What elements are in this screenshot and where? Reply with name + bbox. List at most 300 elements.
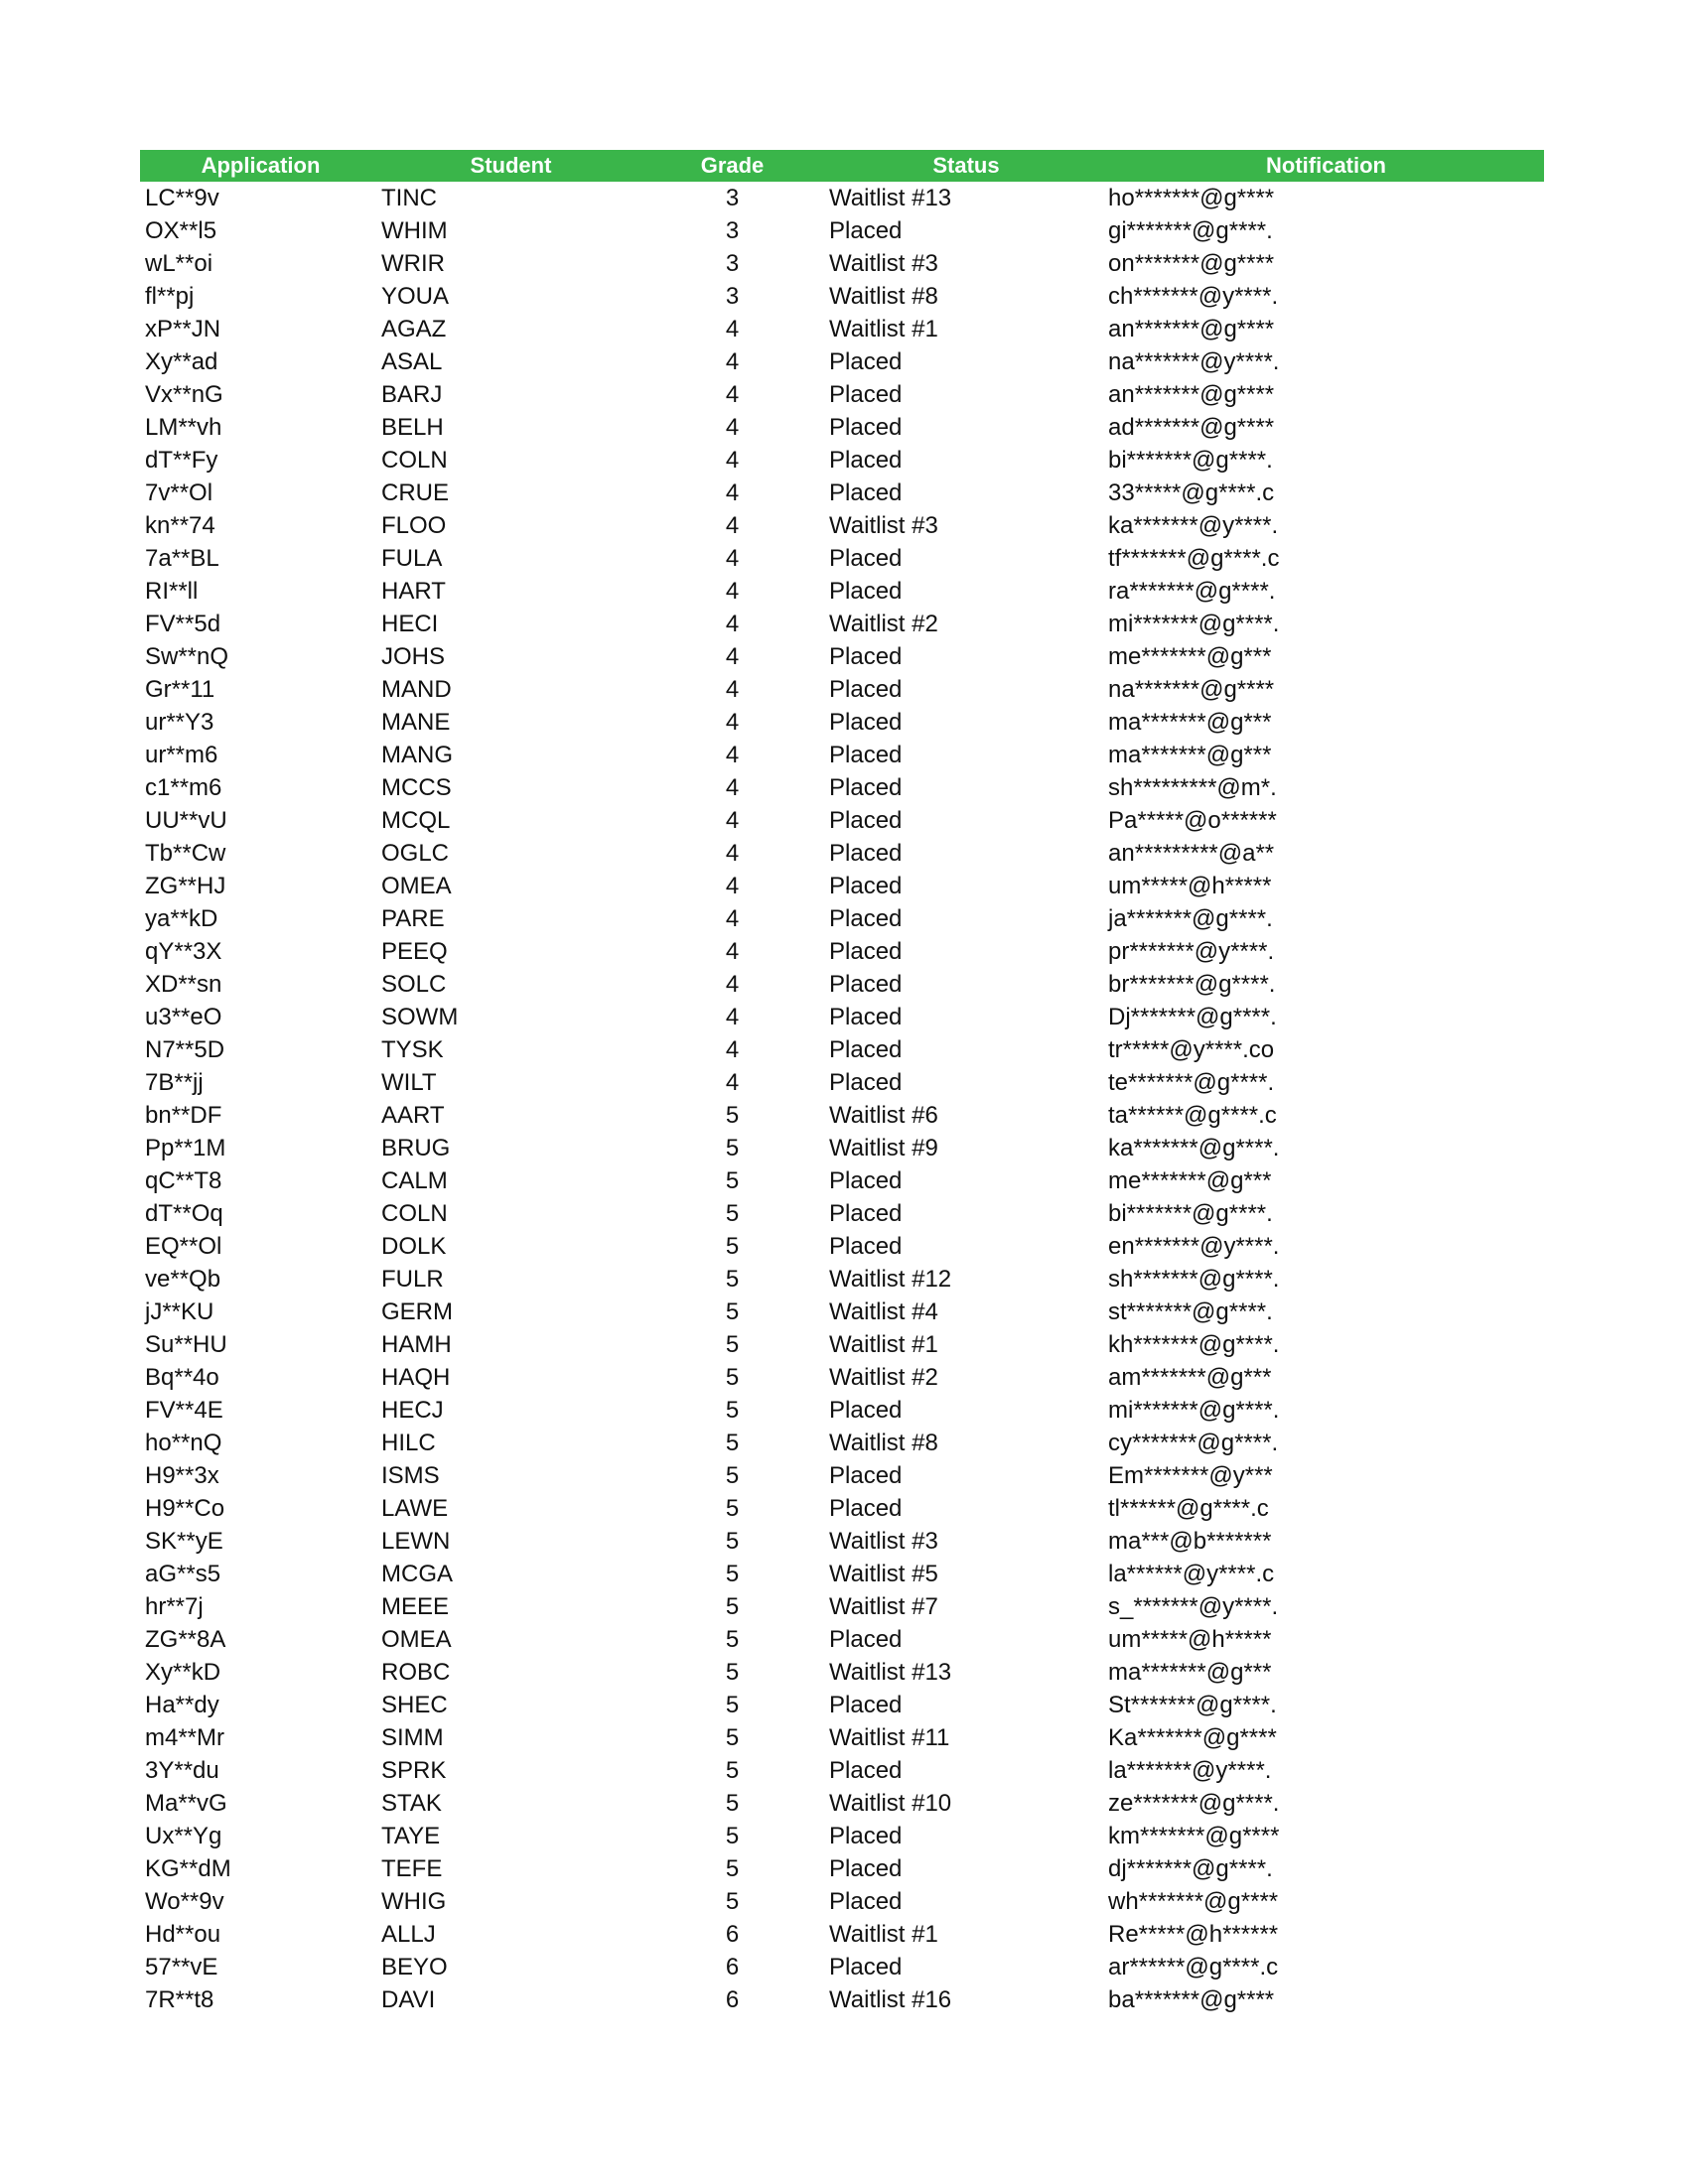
application-cell: 7R**t8: [145, 1985, 214, 2013]
student-cell: BELH: [381, 413, 444, 441]
grade-cell: 4: [725, 708, 740, 736]
student-cell: LAWE: [381, 1494, 449, 1522]
grade-cell: 5: [725, 1429, 740, 1456]
status-cell: Waitlist #4: [829, 1297, 938, 1325]
application-cell: OX**l5: [145, 216, 217, 244]
student-cell: MANG: [381, 741, 453, 768]
status-cell: Placed: [829, 708, 903, 736]
notification-cell: ho*******@g****: [1108, 184, 1275, 211]
status-cell: Placed: [829, 773, 903, 801]
grade-cell: 5: [725, 1560, 740, 1587]
application-cell: ZG**HJ: [145, 872, 226, 899]
application-cell: dT**Fy: [145, 446, 218, 474]
header-student: Student: [470, 153, 552, 178]
application-cell: UU**vU: [145, 806, 227, 834]
student-cell: MCGA: [381, 1560, 453, 1587]
table-row: [140, 214, 1544, 247]
table-row: [140, 1328, 1544, 1361]
student-cell: LEWN: [381, 1527, 451, 1555]
status-cell: Placed: [829, 1461, 903, 1489]
grade-cell: 4: [725, 839, 740, 867]
table-row: [140, 477, 1544, 509]
grade-cell: 4: [725, 642, 740, 670]
status-cell: Placed: [829, 1953, 903, 1980]
table-row: [140, 1197, 1544, 1230]
application-cell: u3**eO: [145, 1003, 222, 1030]
table-row: [140, 1951, 1544, 1983]
table-row: [140, 837, 1544, 870]
notification-cell: 33*****@g****.c: [1108, 478, 1275, 506]
application-cell: Tb**Cw: [145, 839, 226, 867]
notification-cell: br*******@g****.: [1108, 970, 1276, 998]
application-cell: 7B**jj: [145, 1068, 204, 1096]
grade-cell: 4: [725, 347, 740, 375]
application-cell: jJ**KU: [145, 1297, 214, 1325]
student-cell: CRUE: [381, 478, 450, 506]
student-cell: MCQL: [381, 806, 451, 834]
table-row: [140, 1263, 1544, 1296]
grade-cell: 5: [725, 1297, 740, 1325]
status-cell: Waitlist #13: [829, 1658, 952, 1686]
student-cell: SIMM: [381, 1723, 444, 1751]
table-row: [140, 1001, 1544, 1033]
notification-cell: ch*******@y****.: [1108, 282, 1279, 310]
table-row: [140, 313, 1544, 345]
status-cell: Placed: [829, 1887, 903, 1915]
grade-cell: 5: [725, 1134, 740, 1161]
status-cell: Placed: [829, 741, 903, 768]
table-row: [140, 1754, 1544, 1787]
grade-cell: 4: [725, 806, 740, 834]
student-cell: AART: [381, 1101, 445, 1129]
grade-cell: 5: [725, 1691, 740, 1718]
notification-cell: Pa*****@o******: [1108, 806, 1277, 834]
table-row: [140, 1885, 1544, 1918]
student-cell: AGAZ: [381, 315, 447, 342]
application-cell: qC**T8: [145, 1166, 222, 1194]
student-cell: WHIG: [381, 1887, 447, 1915]
student-cell: BRUG: [381, 1134, 451, 1161]
status-cell: Placed: [829, 1691, 903, 1718]
notification-cell: an*******@g****: [1108, 315, 1275, 342]
notification-cell: on*******@g****: [1108, 249, 1275, 277]
table-row: [140, 182, 1544, 214]
student-cell: SOLC: [381, 970, 447, 998]
student-cell: WRIR: [381, 249, 445, 277]
student-cell: OMEA: [381, 872, 452, 899]
notification-cell: s_*******@y****.: [1108, 1592, 1279, 1620]
application-cell: LC**9v: [145, 184, 219, 211]
student-cell: CALM: [381, 1166, 448, 1194]
application-cell: ZG**8A: [145, 1625, 226, 1653]
status-cell: Placed: [829, 839, 903, 867]
header-status: Status: [932, 153, 1000, 178]
notification-cell: an*********@a**: [1108, 839, 1275, 867]
status-cell: Placed: [829, 544, 903, 572]
status-cell: Waitlist #1: [829, 1920, 938, 1948]
grade-cell: 4: [725, 872, 740, 899]
table-body: [140, 182, 1544, 2016]
table-row: [140, 1590, 1544, 1623]
table-row: [140, 444, 1544, 477]
student-cell: ALLJ: [381, 1920, 436, 1948]
application-cell: ya**kD: [145, 904, 218, 932]
status-cell: Placed: [829, 347, 903, 375]
status-cell: Placed: [829, 1396, 903, 1424]
application-cell: hr**7j: [145, 1592, 204, 1620]
application-cell: Gr**11: [145, 675, 215, 703]
student-cell: COLN: [381, 1199, 448, 1227]
grade-cell: 4: [725, 773, 740, 801]
notification-cell: dj*******@g****.: [1108, 1854, 1273, 1882]
table-header-row: [140, 150, 1544, 182]
application-cell: Sw**nQ: [145, 642, 229, 670]
grade-cell: 4: [725, 446, 740, 474]
status-cell: Waitlist #7: [829, 1592, 938, 1620]
header-notification: Notification: [1266, 153, 1386, 178]
table-row: [140, 902, 1544, 935]
status-cell: Placed: [829, 806, 903, 834]
application-cell: c1**m6: [145, 773, 222, 801]
student-cell: TYSK: [381, 1035, 444, 1063]
grade-cell: 4: [725, 315, 740, 342]
notification-cell: en*******@y****.: [1108, 1232, 1280, 1260]
grade-cell: 4: [725, 1035, 740, 1063]
grade-cell: 4: [725, 413, 740, 441]
table-row: [140, 771, 1544, 804]
table-row: [140, 1394, 1544, 1427]
table-row: [140, 411, 1544, 444]
application-cell: ur**Y3: [145, 708, 214, 736]
notification-cell: Dj*******@g****.: [1108, 1003, 1277, 1030]
notification-cell: ra*******@g****.: [1108, 577, 1276, 605]
grade-cell: 5: [725, 1625, 740, 1653]
status-cell: Waitlist #9: [829, 1134, 938, 1161]
table-row: [140, 870, 1544, 902]
table-row: [140, 804, 1544, 837]
table-row: [140, 1230, 1544, 1263]
grade-cell: 6: [725, 1985, 740, 2013]
application-cell: Wo**9v: [145, 1887, 224, 1915]
notification-cell: na*******@y****.: [1108, 347, 1280, 375]
application-cell: SK**yE: [145, 1527, 223, 1555]
notification-cell: st*******@g****.: [1108, 1297, 1273, 1325]
table-row: [140, 247, 1544, 280]
student-cell: PARE: [381, 904, 445, 932]
application-cell: qY**3X: [145, 937, 222, 965]
status-cell: Placed: [829, 1068, 903, 1096]
header-application: Application: [201, 153, 321, 178]
status-cell: Waitlist #3: [829, 1527, 938, 1555]
grade-cell: 6: [725, 1953, 740, 1980]
application-cell: EQ**Ol: [145, 1232, 222, 1260]
application-cell: kn**74: [145, 511, 215, 539]
application-cell: Su**HU: [145, 1330, 227, 1358]
grade-cell: 4: [725, 478, 740, 506]
student-cell: TEFE: [381, 1854, 443, 1882]
status-cell: Placed: [829, 478, 903, 506]
header-grade: Grade: [700, 153, 765, 178]
grade-cell: 4: [725, 380, 740, 408]
student-cell: FLOO: [381, 511, 447, 539]
notification-cell: an*******@g****: [1108, 380, 1275, 408]
table-row: [140, 1492, 1544, 1525]
student-cell: ROBC: [381, 1658, 451, 1686]
notification-cell: Re*****@h******: [1108, 1920, 1279, 1948]
notification-cell: Em*******@y***: [1108, 1461, 1273, 1489]
student-cell: BEYO: [381, 1953, 448, 1980]
notification-cell: ka*******@g****.: [1108, 1134, 1280, 1161]
status-cell: Placed: [829, 1166, 903, 1194]
status-cell: Placed: [829, 380, 903, 408]
grade-cell: 5: [725, 1887, 740, 1915]
status-cell: Waitlist #11: [829, 1723, 950, 1751]
grade-cell: 6: [725, 1920, 740, 1948]
table-row: [140, 1132, 1544, 1164]
status-cell: Placed: [829, 1854, 903, 1882]
table-row: [140, 345, 1544, 378]
grade-cell: 5: [725, 1265, 740, 1293]
status-cell: Waitlist #3: [829, 511, 938, 539]
status-cell: Waitlist #6: [829, 1101, 938, 1129]
table-row: [140, 1164, 1544, 1197]
student-cell: HART: [381, 577, 446, 605]
application-cell: Hd**ou: [145, 1920, 221, 1948]
grade-cell: 3: [725, 249, 740, 277]
grade-cell: 4: [725, 970, 740, 998]
grade-cell: 5: [725, 1363, 740, 1391]
table-row: [140, 1623, 1544, 1656]
student-cell: OMEA: [381, 1625, 452, 1653]
status-cell: Placed: [829, 642, 903, 670]
status-cell: Waitlist #8: [829, 1429, 938, 1456]
application-cell: Ha**dy: [145, 1691, 219, 1718]
application-cell: bn**DF: [145, 1101, 222, 1129]
student-cell: WILT: [381, 1068, 437, 1096]
status-cell: Placed: [829, 1232, 903, 1260]
notification-cell: ad*******@g****: [1108, 413, 1275, 441]
notification-cell: ma***@b*******: [1108, 1527, 1272, 1555]
notification-cell: me*******@g***: [1108, 642, 1272, 670]
student-cell: TAYE: [381, 1822, 441, 1849]
status-cell: Placed: [829, 1625, 903, 1653]
application-cell: KG**dM: [145, 1854, 231, 1882]
application-cell: ur**m6: [145, 741, 218, 768]
student-cell: ASAL: [381, 347, 443, 375]
application-cell: wL**oi: [145, 249, 213, 277]
grade-cell: 5: [725, 1396, 740, 1424]
application-cell: 57**vE: [145, 1953, 218, 1980]
student-cell: ISMS: [381, 1461, 440, 1489]
student-cell: MANE: [381, 708, 451, 736]
table-row: [140, 1983, 1544, 2016]
grade-cell: 5: [725, 1723, 740, 1751]
table-row: [140, 673, 1544, 706]
application-cell: Pp**1M: [145, 1134, 226, 1161]
student-cell: YOUA: [381, 282, 450, 310]
table-row: [140, 1033, 1544, 1066]
student-cell: SPRK: [381, 1756, 447, 1784]
table-row: [140, 509, 1544, 542]
grade-cell: 4: [725, 741, 740, 768]
table-row: [140, 1099, 1544, 1132]
status-cell: Placed: [829, 872, 903, 899]
student-cell: SOWM: [381, 1003, 459, 1030]
application-cell: Xy**ad: [145, 347, 218, 375]
application-cell: Bq**4o: [145, 1363, 219, 1391]
notification-cell: kh*******@g****.: [1108, 1330, 1280, 1358]
notification-cell: um*****@h*****: [1108, 872, 1272, 899]
application-cell: 7v**Ol: [145, 478, 213, 506]
student-cell: HECJ: [381, 1396, 444, 1424]
status-cell: Placed: [829, 1756, 903, 1784]
placement-table: [140, 150, 1544, 2016]
student-cell: BARJ: [381, 380, 443, 408]
grade-cell: 4: [725, 937, 740, 965]
notification-cell: la*******@y****.: [1108, 1756, 1272, 1784]
table-row: [140, 1296, 1544, 1328]
table-row: [140, 378, 1544, 411]
application-cell: Ux**Yg: [145, 1822, 222, 1849]
status-cell: Placed: [829, 413, 903, 441]
grade-cell: 5: [725, 1822, 740, 1849]
status-cell: Waitlist #5: [829, 1560, 938, 1587]
status-cell: Placed: [829, 577, 903, 605]
application-cell: 7a**BL: [145, 544, 219, 572]
application-cell: aG**s5: [145, 1560, 221, 1587]
status-cell: Waitlist #1: [829, 315, 938, 342]
status-cell: Placed: [829, 1035, 903, 1063]
grade-cell: 4: [725, 577, 740, 605]
notification-cell: na*******@g****: [1108, 675, 1275, 703]
student-cell: DAVI: [381, 1985, 436, 2013]
grade-cell: 4: [725, 1068, 740, 1096]
notification-cell: ka*******@y****.: [1108, 511, 1279, 539]
notification-cell: ja*******@g****.: [1108, 904, 1273, 932]
student-cell: WHIM: [381, 216, 448, 244]
grade-cell: 5: [725, 1789, 740, 1817]
notification-cell: te*******@g****.: [1108, 1068, 1275, 1096]
student-cell: GERM: [381, 1297, 453, 1325]
status-cell: Placed: [829, 216, 903, 244]
grade-cell: 5: [725, 1756, 740, 1784]
application-cell: FV**5d: [145, 610, 221, 637]
student-cell: FULR: [381, 1265, 444, 1293]
application-cell: Xy**kD: [145, 1658, 221, 1686]
application-cell: Vx**nG: [145, 380, 223, 408]
application-cell: N7**5D: [145, 1035, 225, 1063]
status-cell: Waitlist #1: [829, 1330, 938, 1358]
application-cell: ve**Qb: [145, 1265, 221, 1293]
grade-cell: 5: [725, 1101, 740, 1129]
table-row: [140, 1558, 1544, 1590]
student-cell: HAMH: [381, 1330, 452, 1358]
application-cell: H9**3x: [145, 1461, 219, 1489]
notification-cell: wh*******@g****: [1108, 1887, 1279, 1915]
student-cell: SHEC: [381, 1691, 448, 1718]
table-row: [140, 640, 1544, 673]
status-cell: Placed: [829, 937, 903, 965]
status-cell: Waitlist #2: [829, 1363, 938, 1391]
status-cell: Placed: [829, 1003, 903, 1030]
status-cell: Placed: [829, 1822, 903, 1849]
status-cell: Waitlist #12: [829, 1265, 952, 1293]
notification-cell: Ka*******@g****: [1108, 1723, 1277, 1751]
grade-cell: 5: [725, 1199, 740, 1227]
grade-cell: 5: [725, 1854, 740, 1882]
student-cell: MCCS: [381, 773, 452, 801]
notification-cell: tf*******@g****.c: [1108, 544, 1280, 572]
notification-cell: cy*******@g****.: [1108, 1429, 1279, 1456]
notification-cell: sh*******@g****.: [1108, 1265, 1280, 1293]
notification-cell: sh*********@m*.: [1108, 773, 1277, 801]
student-cell: MAND: [381, 675, 452, 703]
status-cell: Placed: [829, 446, 903, 474]
application-cell: FV**4E: [145, 1396, 223, 1424]
grade-cell: 5: [725, 1461, 740, 1489]
student-cell: COLN: [381, 446, 448, 474]
application-cell: 3Y**du: [145, 1756, 219, 1784]
application-cell: dT**Oq: [145, 1199, 223, 1227]
status-cell: Waitlist #10: [829, 1789, 952, 1817]
application-cell: fl**pj: [145, 282, 195, 310]
notification-cell: tr*****@y****.co: [1108, 1035, 1275, 1063]
table-row: [140, 1689, 1544, 1721]
student-cell: FULA: [381, 544, 443, 572]
notification-cell: um*****@h*****: [1108, 1625, 1272, 1653]
table-row: [140, 1918, 1544, 1951]
notification-cell: ze*******@g****.: [1108, 1789, 1280, 1817]
student-cell: MEEE: [381, 1592, 450, 1620]
grade-cell: 3: [725, 282, 740, 310]
grade-cell: 5: [725, 1592, 740, 1620]
notification-cell: bi*******@g****.: [1108, 446, 1273, 474]
table-row: [140, 1656, 1544, 1689]
table-row: [140, 542, 1544, 575]
table-row: [140, 1721, 1544, 1754]
grade-cell: 4: [725, 610, 740, 637]
notification-cell: bi*******@g****.: [1108, 1199, 1273, 1227]
application-cell: XD**sn: [145, 970, 222, 998]
status-cell: Waitlist #13: [829, 184, 952, 211]
application-cell: LM**vh: [145, 413, 222, 441]
grade-cell: 5: [725, 1658, 740, 1686]
application-cell: RI**ll: [145, 577, 199, 605]
status-cell: Placed: [829, 970, 903, 998]
status-cell: Placed: [829, 1199, 903, 1227]
table-row: [140, 575, 1544, 608]
student-cell: OGLC: [381, 839, 450, 867]
notification-cell: ta******@g****.c: [1108, 1101, 1277, 1129]
grade-cell: 5: [725, 1232, 740, 1260]
notification-cell: me*******@g***: [1108, 1166, 1272, 1194]
application-cell: H9**Co: [145, 1494, 225, 1522]
table-row: [140, 1361, 1544, 1394]
notification-cell: ma*******@g***: [1108, 741, 1272, 768]
grade-cell: 5: [725, 1527, 740, 1555]
student-cell: JOHS: [381, 642, 446, 670]
status-cell: Placed: [829, 675, 903, 703]
notification-cell: tl******@g****.c: [1108, 1494, 1269, 1522]
notification-cell: km*******@g****: [1108, 1822, 1280, 1849]
student-cell: HAQH: [381, 1363, 451, 1391]
status-cell: Waitlist #2: [829, 610, 938, 637]
table-row: [140, 968, 1544, 1001]
grade-cell: 4: [725, 544, 740, 572]
status-cell: Waitlist #8: [829, 282, 938, 310]
grade-cell: 4: [725, 675, 740, 703]
grade-cell: 5: [725, 1330, 740, 1358]
